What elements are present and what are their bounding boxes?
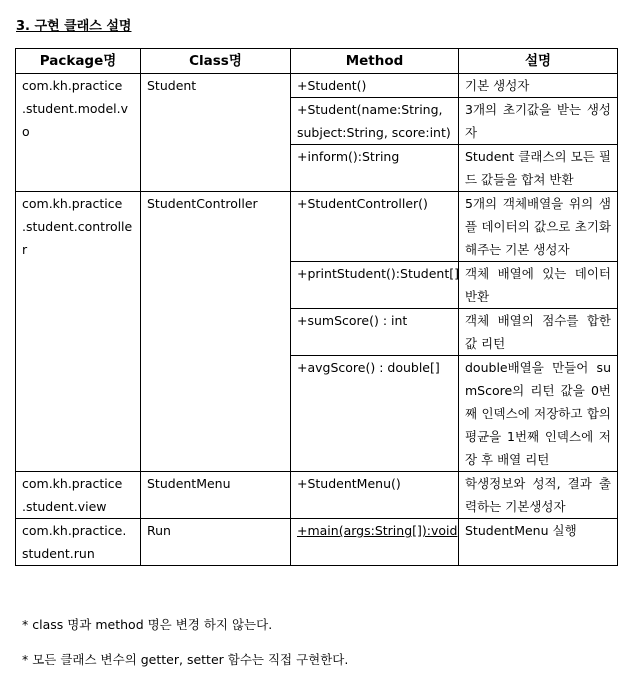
class-cell: Student — [141, 74, 291, 192]
package-cell: com.kh.practice .student.view — [16, 472, 141, 519]
note-class-method: * class 명과 method 명은 변경 하지 않는다. — [22, 617, 273, 632]
description-cell: double배열을 만들어 sumScore의 리턴 값을 0번째 인덱스에 저장하고 합의 평균을 1번째 인덱스에 저장 후 배열 리턴 — [459, 356, 618, 472]
header-class: Class명 — [141, 49, 291, 74]
table-header-row — [16, 49, 618, 74]
table-row — [16, 74, 618, 98]
note-getter-setter: * 모든 클래스 변수의 getter, setter 함수는 직접 구현한다. — [22, 652, 349, 667]
description-cell: 5개의 객체배열을 위의 샘플 데이터의 값으로 초기화 해주는 기본 생성자 — [459, 192, 618, 262]
description-cell: 객체 배열의 점수를 합한 값 리턴 — [459, 309, 618, 356]
method-cell: +sumScore() : int — [291, 309, 459, 356]
description-cell: 학생정보와 성적, 결과 출력하는 기본생성자 — [459, 472, 618, 519]
package-cell: com.kh.practice. student.run — [16, 519, 141, 566]
method-cell: +Student() — [291, 74, 459, 98]
class-table — [15, 48, 618, 566]
section-title: 3. 구현 클래스 설명 — [16, 19, 132, 34]
table-row — [16, 192, 618, 262]
package-cell: com.kh.practice .student.controller — [16, 192, 141, 472]
method-cell: +main(args:String[]):void — [291, 519, 459, 566]
description-cell: Student 클래스의 모든 필드 값들을 합쳐 반환 — [459, 145, 618, 192]
method-cell: +printStudent():Student[] — [291, 262, 459, 309]
class-cell: StudentController — [141, 192, 291, 472]
description-cell: StudentMenu 실행 — [459, 519, 618, 566]
package-cell: com.kh.practice .student.model.vo — [16, 74, 141, 192]
method-cell: +inform():String — [291, 145, 459, 192]
header-method: Method — [291, 49, 459, 74]
class-cell: Run — [141, 519, 291, 566]
table-row — [16, 519, 618, 566]
method-cell: +Student(name:String, subject:String, score:int) — [291, 98, 459, 145]
table-row — [16, 472, 618, 519]
header-description: 설명 — [459, 49, 618, 74]
header-package: Package명 — [16, 49, 141, 74]
description-cell: 3개의 초기값을 받는 생성자 — [459, 98, 618, 145]
description-cell: 객체 배열에 있는 데이터 반환 — [459, 262, 618, 309]
class-cell: StudentMenu — [141, 472, 291, 519]
description-cell: 기본 생성자 — [459, 74, 618, 98]
method-cell: +avgScore() : double[] — [291, 356, 459, 472]
method-cell: +StudentController() — [291, 192, 459, 262]
method-cell: +StudentMenu() — [291, 472, 459, 519]
